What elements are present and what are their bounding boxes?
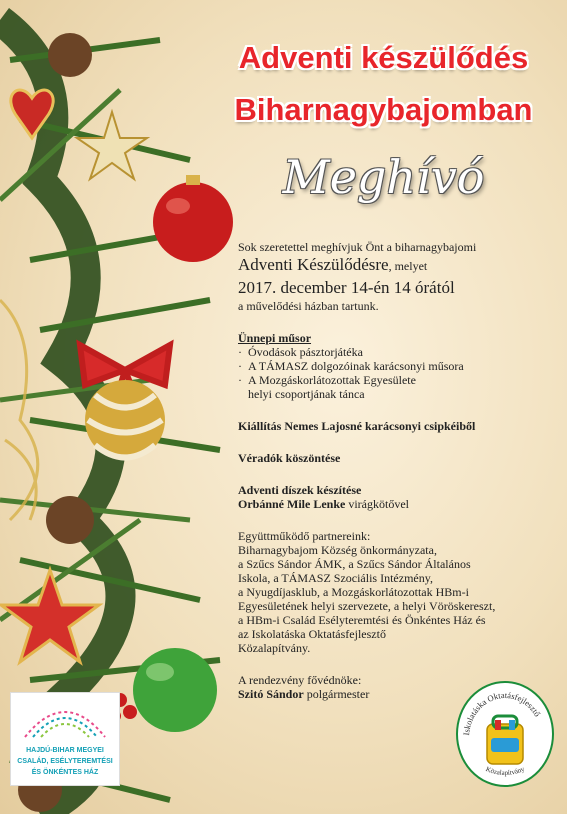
partners-line: a HBm-i Család Esélyteremtési és Önkéntes Ház és [238,613,486,627]
logo-left-line-1: HAJDÚ-BIHAR MEGYEI [26,747,104,754]
rainbow-arc-icon [15,693,115,739]
logo-left-line-3: ÉS ÖNKÉNTES HÁZ [31,769,99,776]
decor-name: Orbánné Mile Lenke [238,497,346,511]
partners-line: Biharnagybajom Község önkormányzata, [238,543,437,557]
patron-title: polgármester [303,687,370,701]
decor-suffix: virágkötővel [345,497,409,511]
title-line-1: Adventi készülődés [238,40,529,75]
iskolataska-foundation-logo [455,680,555,788]
gold-tinsel [0,300,38,520]
logo-right-arc-bottom: Közalapítvány [484,764,526,778]
partners-line: a Szűcs Sándor ÁMK, a Szűcs Sándor Általános [238,557,471,571]
event-suffix: , melyet [388,259,428,273]
red-star-ornament [1,570,99,662]
pinecone-middle [46,496,94,544]
exhibition-line: Kiállítás Nemes Lajosné karácsonyi csipkéiből [238,419,476,433]
decor-heading: Adventi díszek készítése [238,483,362,497]
partners-line: a Nyugdíjasklub, a Mozgáskorlátozottak HBm-i [238,585,469,599]
title-line-2: Biharnagybajomban [234,92,533,127]
list-item: helyi csoportjának tánca [248,387,365,401]
pinecone-top [48,33,92,77]
program-list [238,345,560,401]
invitation-body [238,240,560,701]
donors-line: Véradók köszöntése [238,451,341,465]
partners-line: Egyesületének helyi szervezete, a helyi Vöröskereszt, [238,599,496,613]
program-heading: Ünnepi műsor [238,331,312,345]
intro-line: Sok szeretettel meghívjuk Önt a biharnagybajomi [238,240,477,254]
subtitle-invitation: Meghívó [282,150,485,204]
partners-heading: Együttműködő partnereink: [238,529,371,543]
event-location: a művelődési házban tartunk. [238,299,379,313]
patron-name: Szitó Sándor [238,687,304,701]
partners-line: az Iskolatáska Oktatásfejlesztő [238,627,386,641]
event-name: Adventi Készülődésre [238,255,389,274]
green-ornament-ball [133,648,217,732]
logo-right-arc-top: Iskolatáska Oktatásfejlesztő [461,689,543,736]
list-item: · A TÁMASZ dolgozóinak karácsonyi műsora [238,359,464,373]
list-item: · A Mozgáskorlátozottak Egyesülete [238,373,416,387]
patron-heading: A rendezvény fővédnöke: [238,673,362,687]
event-date: 2017. december 14-én 14 órától [238,278,455,297]
logo-left-line-2: CSALÁD, ESÉLYTEREMTÉSI [17,758,113,765]
event-line [238,254,560,277]
partners-line: Közalapítvány. [238,641,311,655]
family-house-logo [10,692,120,786]
decor-line [238,497,560,511]
partners-line: Iskola, a TÁMASZ Szociális Intézmény, [238,571,433,585]
list-item: · Óvodások pásztorjátéka [238,345,363,359]
